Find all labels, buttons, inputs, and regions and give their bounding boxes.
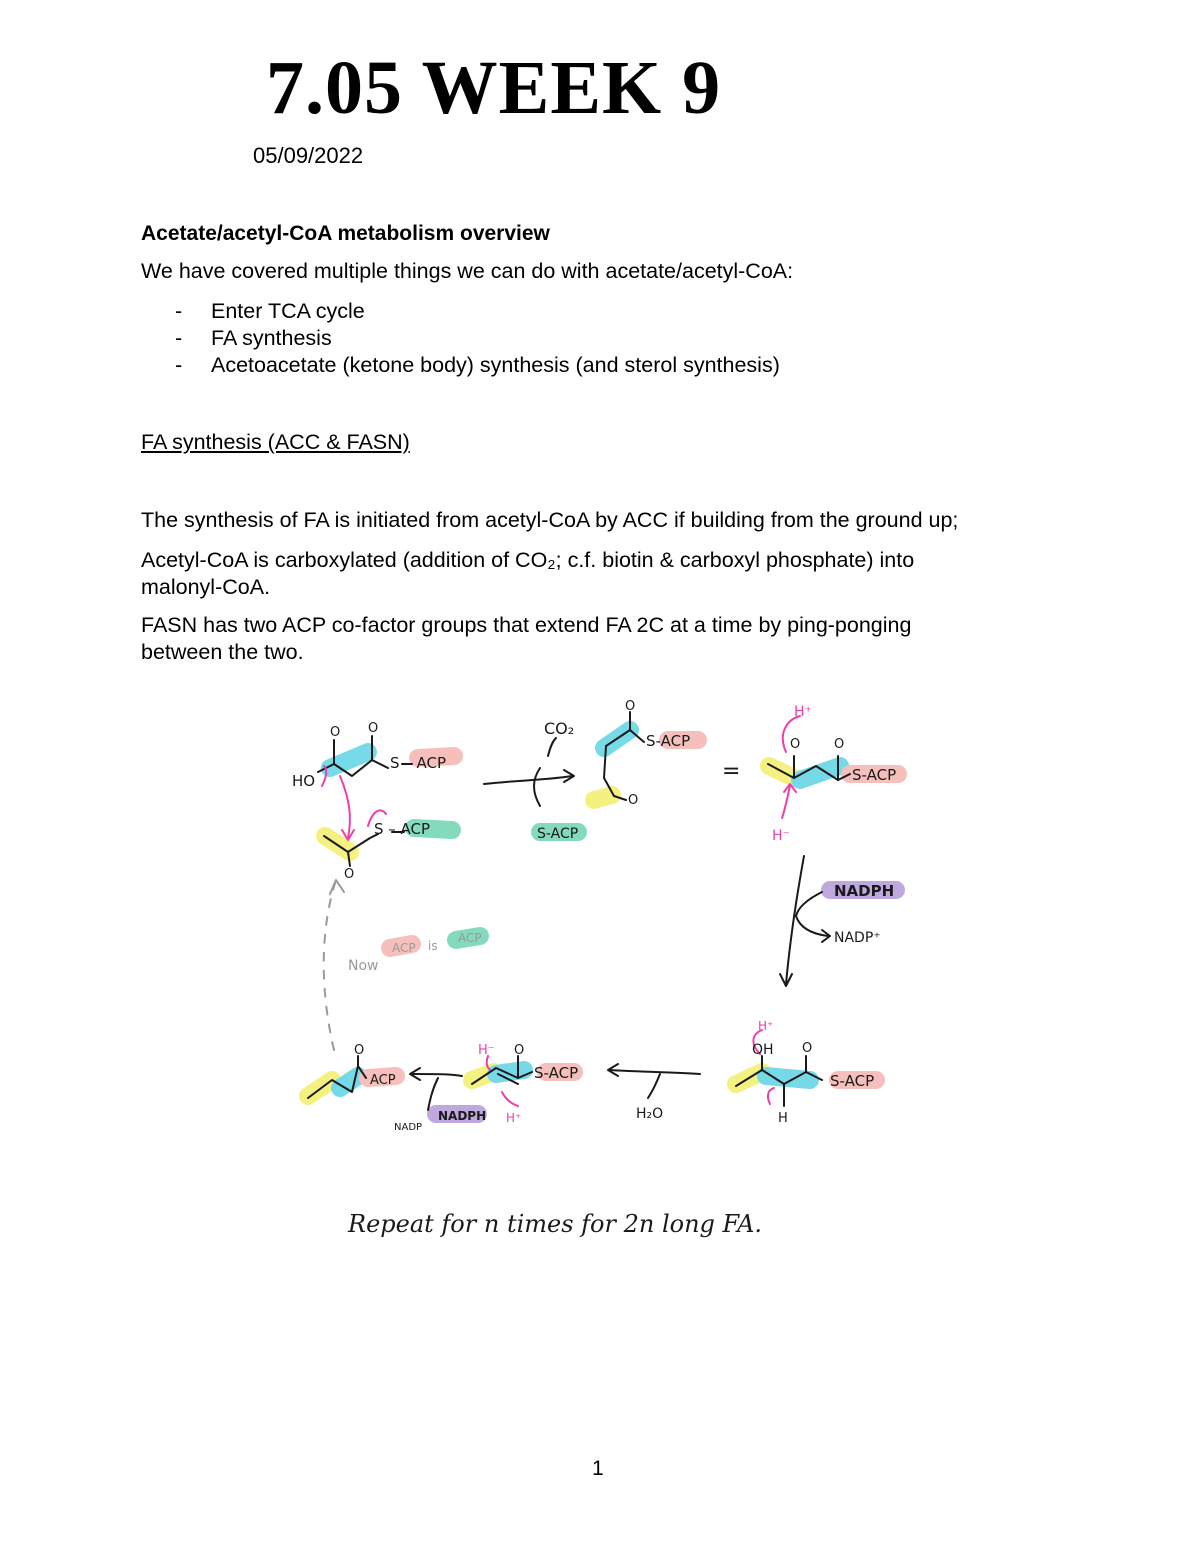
list-item-text: Enter TCA cycle — [211, 299, 365, 323]
highlight-product1-yellow — [594, 795, 612, 800]
document-date: 05/09/2022 — [253, 143, 364, 168]
nadp-out-arrow — [796, 916, 828, 936]
arrowhead — [330, 880, 344, 894]
fa-paragraph-1: The synthesis of FA is initiated from acetyl-CoA by ACC if building from the ground up; — [141, 508, 959, 532]
acp-label: ACP — [458, 931, 482, 945]
s-acp-label: S – ACP — [390, 754, 447, 772]
is-label: is — [428, 939, 438, 953]
cycle-return-arrow — [324, 880, 336, 1050]
oxygen-label: O — [802, 1041, 813, 1056]
oxygen-label: O — [330, 725, 341, 740]
dehydration-arrow — [610, 1070, 700, 1074]
hydrogen-label: H — [778, 1111, 788, 1126]
overview-intro: We have covered multiple things we can do with acetate/acetyl-CoA: — [141, 259, 794, 283]
condensation-arrow — [484, 776, 572, 784]
acp-label: ACP — [392, 941, 416, 955]
proton-label: H⁺ — [758, 1019, 774, 1033]
oxygen-label: O — [354, 1043, 365, 1058]
oxygen-label: O — [368, 721, 379, 736]
handwritten-note: Repeat for n times for 2n long FA. — [348, 1210, 763, 1238]
oxygen-label: O — [514, 1043, 525, 1058]
s-acp-label: S – ACP — [374, 820, 431, 838]
hydride-label: H⁻ — [772, 828, 790, 844]
water-out-arrow — [648, 1074, 660, 1098]
enoyl-reduction-arrow — [412, 1074, 462, 1076]
fa-paragraph-2-line-2: malonyl-CoA. — [141, 575, 271, 599]
nadph-in-arrow — [796, 892, 822, 916]
bullet-dash: - — [175, 353, 183, 377]
s-acp-label: S-ACP — [646, 732, 691, 750]
list-item-text: Acetoacetate (ketone body) synthesis (and sterol synthesis) — [211, 353, 780, 377]
bullet-dash: - — [175, 299, 183, 323]
document-title: 7.05 WEEK 9 — [266, 46, 722, 130]
list-item-text: FA synthesis — [211, 326, 332, 350]
hydroxyl-label: OH — [752, 1042, 774, 1058]
co2-out-arrow — [548, 738, 556, 756]
oxygen-label: O — [834, 737, 845, 752]
now-label: Now — [348, 958, 379, 974]
water-label: H₂O — [636, 1106, 664, 1122]
co2-label: CO₂ — [544, 719, 575, 738]
nadp-label: NADP — [394, 1122, 423, 1133]
nadp-plus-label: NADP⁺ — [834, 930, 881, 946]
fa-synthesis-heading: FA synthesis (ACC & FASN) — [141, 430, 410, 454]
reduction-arrow — [786, 856, 804, 984]
hydroxyl-label: HO — [292, 772, 316, 790]
proton-label: H⁺ — [506, 1111, 522, 1125]
s-acp-label: S-ACP — [534, 1064, 579, 1082]
attack-arrow — [340, 776, 350, 838]
s-acp-label: S-ACP — [830, 1072, 875, 1090]
nadph-label: NADPH — [834, 882, 895, 900]
oxygen-label: O — [344, 867, 355, 882]
acp-label: ACP — [370, 1073, 396, 1088]
protonation-arrow-2 — [502, 1092, 518, 1106]
hydride-label: H⁻ — [478, 1043, 495, 1058]
page-number: 1 — [592, 1457, 604, 1480]
oxygen-label: O — [790, 737, 801, 752]
s-acp-label: S-ACP — [852, 766, 897, 784]
proton-label: H⁺ — [794, 704, 812, 720]
equals-sign: = — [722, 759, 741, 784]
fa-paragraph-3-line-1: FASN has two ACP co-factor groups that extend FA 2C at a time by ping-ponging — [141, 613, 912, 637]
bullet-dash: - — [175, 326, 183, 350]
nadph-label: NADPH — [438, 1109, 487, 1123]
deprotonation-arrow-2 — [768, 1088, 774, 1104]
fa-paragraph-2-line-1: Acetyl-CoA is carboxylated (addition of CO₂; c.f. biotin & carboxyl phosphate) into — [141, 548, 915, 572]
s-acp-label: S-ACP — [537, 826, 579, 842]
oxygen-label: O — [625, 699, 636, 714]
overview-heading: Acetate/acetyl-CoA metabolism overview — [141, 222, 550, 245]
fa-paragraph-3-line-2: between the two. — [141, 640, 304, 664]
oxygen-label: O — [628, 793, 639, 808]
branch-in-arrow — [534, 768, 540, 806]
